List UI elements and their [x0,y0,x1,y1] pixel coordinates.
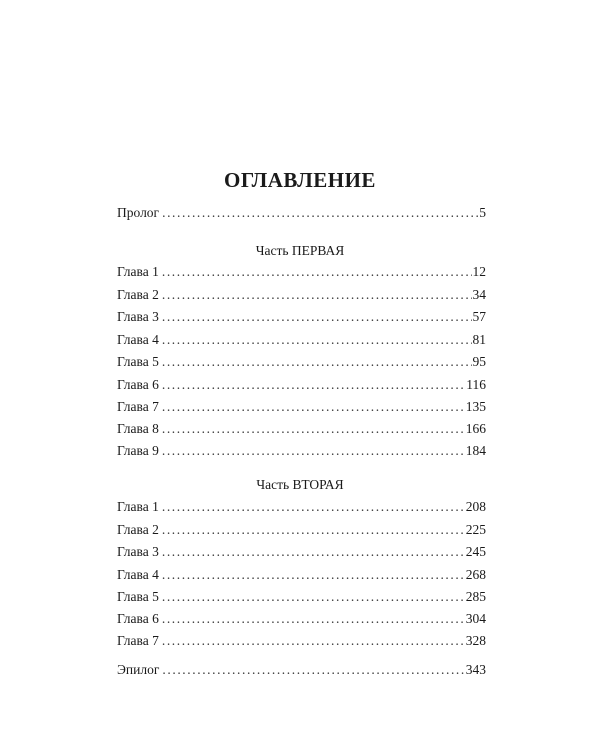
toc-entry-label: Глава 6 [117,377,159,392]
dot-leader [162,419,465,439]
toc-entry-part1-chapter-6 [117,375,486,395]
toc-entry-label: Глава 7 [117,633,159,648]
dot-leader [162,587,465,607]
toc-page-number: 5 [479,205,486,220]
toc-entry-label: Глава 5 [117,354,159,369]
dot-leader [162,609,465,629]
toc-entry-part2-chapter-1 [117,497,486,517]
toc-entry-label: Глава 6 [117,611,159,626]
toc-entry-part2-chapter-6 [117,609,486,629]
toc-page-number: 95 [472,354,486,369]
dot-leader [162,520,465,540]
toc-entry-epilogue [117,660,486,680]
toc-page-number: 166 [465,421,486,436]
toc-entry-part2-chapter-2 [117,520,486,540]
dot-leader [162,203,478,223]
toc-page-number: 268 [465,567,486,582]
dot-leader [162,397,465,417]
toc-entry-label: Глава 4 [117,332,159,347]
toc-entry-part1-chapter-1 [117,262,486,282]
dot-leader [162,497,465,517]
toc-page-number: 135 [465,399,486,414]
toc-page-number: 225 [465,522,486,537]
toc-page-number: 116 [466,377,486,392]
toc-entry-part1-chapter-2 [117,285,486,305]
toc-page-number: 81 [472,332,486,347]
dot-leader [162,565,465,585]
dot-leader [162,660,464,680]
toc-entry-label: Глава 3 [117,544,159,559]
toc-entry-part1-chapter-3 [117,307,486,327]
toc-page-number: 304 [465,611,486,626]
toc-entry-label: Глава 2 [117,522,159,537]
toc-entry-part2-chapter-7 [117,631,486,651]
toc-entry-part1-chapter-9 [117,441,486,461]
toc-entry-label: Пролог [117,205,160,220]
toc-entry-label: Глава 1 [117,499,159,514]
toc-page-number: 328 [465,633,486,648]
page-title: ОГЛАВЛЕНИЕ [224,168,376,192]
toc-entry-part1-chapter-8 [117,419,486,439]
toc-entry-label: Глава 4 [117,567,159,582]
toc-entry-label: Глава 2 [117,287,159,302]
toc-entry-part2-chapter-5 [117,587,486,607]
toc-entry-label: Глава 3 [117,309,159,324]
dot-leader [162,307,472,327]
toc-page-number: 34 [472,287,486,302]
toc-entry-part2-chapter-4 [117,565,486,585]
dot-leader [162,285,472,305]
toc-page-number: 245 [465,544,486,559]
dot-leader [162,631,465,651]
part-heading-second: Часть ВТОРАЯ [256,477,344,492]
toc-entry-label: Глава 7 [117,399,159,414]
toc-entry-label: Глава 8 [117,421,159,436]
toc-entry-part1-chapter-5 [117,352,486,372]
toc-page-number: 184 [465,443,486,458]
toc-entry-label: Глава 1 [117,264,159,279]
dot-leader [162,262,472,282]
toc-page-number: 12 [472,264,486,279]
toc-page-number: 57 [472,309,486,324]
toc-entry-prologue [117,203,486,223]
dot-leader [162,375,465,395]
dot-leader [162,441,465,461]
dot-leader [162,352,472,372]
toc-entry-part1-chapter-4 [117,330,486,350]
toc-entry-label: Эпилог [117,662,160,677]
part-heading-first: Часть ПЕРВАЯ [255,243,345,258]
dot-leader [162,542,465,562]
dot-leader [162,330,472,350]
toc-page-number: 208 [465,499,486,514]
toc-entry-part1-chapter-7 [117,397,486,417]
toc-entry-part2-chapter-3 [117,542,486,562]
toc-entry-label: Глава 5 [117,589,159,604]
toc-entry-label: Глава 9 [117,443,159,458]
toc-page-number: 285 [465,589,486,604]
toc-page-number: 343 [465,662,486,677]
